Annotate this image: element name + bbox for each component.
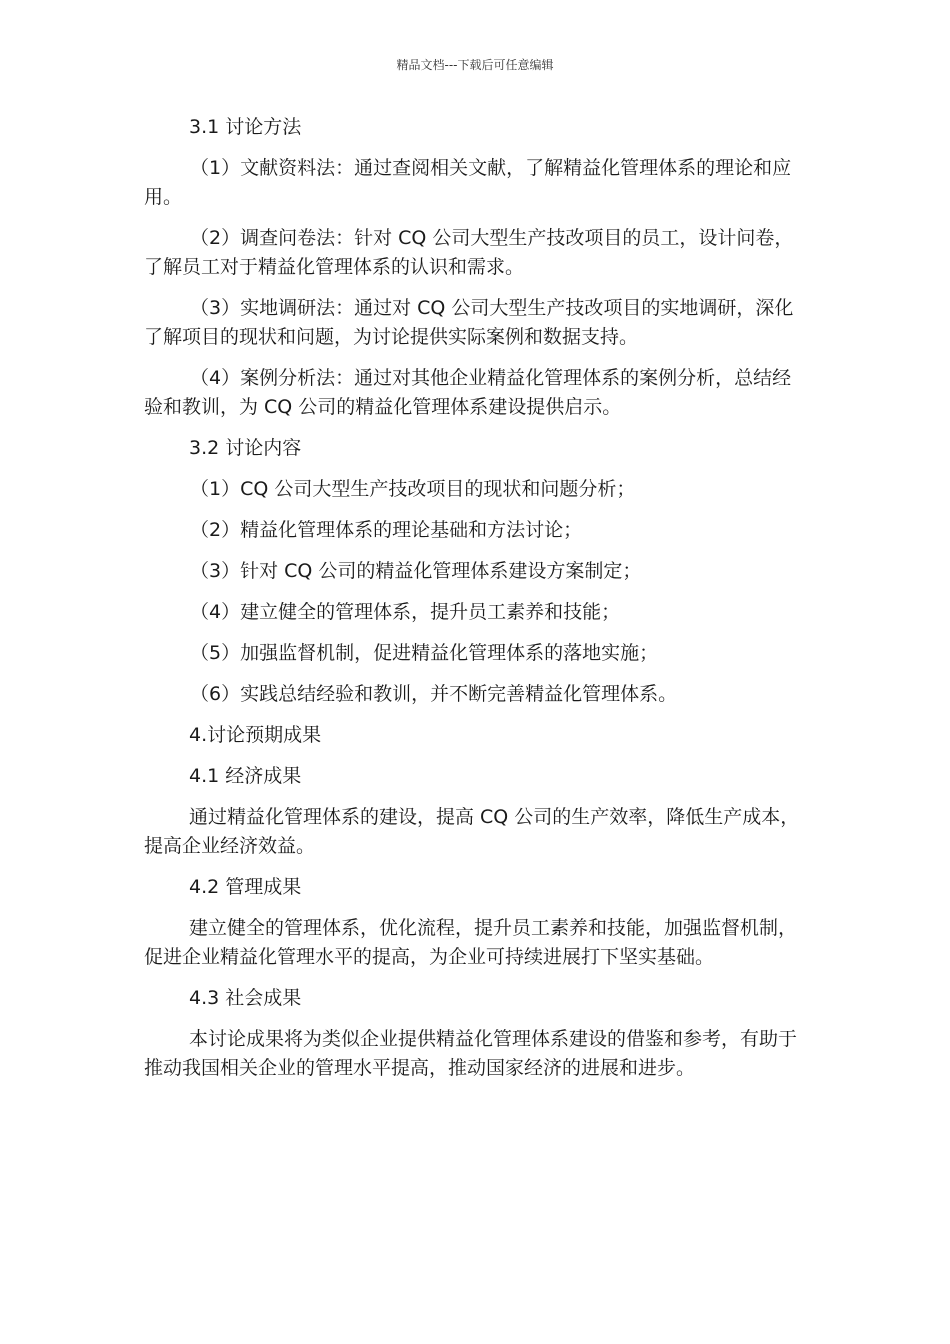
section-4-2-heading: 4.2 管理成果 [189,876,302,898]
content-item-3: （3）针对 CQ 公司的精益化管理体系建设方案制定； [190,560,642,582]
method-item-2: （2）调查问卷法：针对 CQ 公司大型生产技改项目的员工，设计问卷，了解员工对于精益化管理体系的认识和需求。 [144,227,794,278]
section-4-heading: 4.讨论预期成果 [189,724,322,746]
content-item-6: （6）实践总结经验和教训，并不断完善精益化管理体系。 [190,683,678,705]
section-4-3-body: 本讨论成果将为类似企业提供精益化管理体系建设的借鉴和参考，有助于推动我国相关企业的管理水平提高，推动国家经济的进展和进步。 [144,1028,798,1079]
method-item-4: （4）案例分析法：通过对其他企业精益化管理体系的案例分析，总结经验和教训，为 CQ 公司的精益化管理体系建设提供启示。 [144,367,792,418]
section-4-1-heading: 4.1 经济成果 [189,765,302,787]
section-4-2-body: 建立健全的管理体系，优化流程，提升员工素养和技能，加强监督机制，促进企业精益化管理水平的提高，为企业可持续进展打下坚实基础。 [144,917,798,968]
section-4-1-body: 通过精益化管理体系的建设，提高 CQ 公司的生产效率，降低生产成本，提高企业经济效益。 [144,806,800,857]
page-header: 精品文档---下载后可任意编辑 [396,58,554,72]
content-item-4: （4）建立健全的管理体系，提升员工素养和技能； [190,601,621,623]
section-3-2-heading: 3.2 讨论内容 [189,437,302,459]
section-3-1-heading: 3.1 讨论方法 [189,116,302,138]
content-item-5: （5）加强监督机制，促进精益化管理体系的落地实施； [190,642,659,664]
document-body [144,113,806,1095]
content-item-2: （2）精益化管理体系的理论基础和方法讨论； [190,519,583,541]
content-item-1: （1）CQ 公司大型生产技改项目的现状和问题分析； [190,478,636,500]
section-4-3-heading: 4.3 社会成果 [189,987,302,1009]
method-item-1: （1）文献资料法：通过查阅相关文献，了解精益化管理体系的理论和应用。 [144,157,792,208]
method-item-3: （3）实地调研法：通过对 CQ 公司大型生产技改项目的实地调研，深化了解项目的现状和问题，为讨论提供实际案例和数据支持。 [144,297,794,348]
